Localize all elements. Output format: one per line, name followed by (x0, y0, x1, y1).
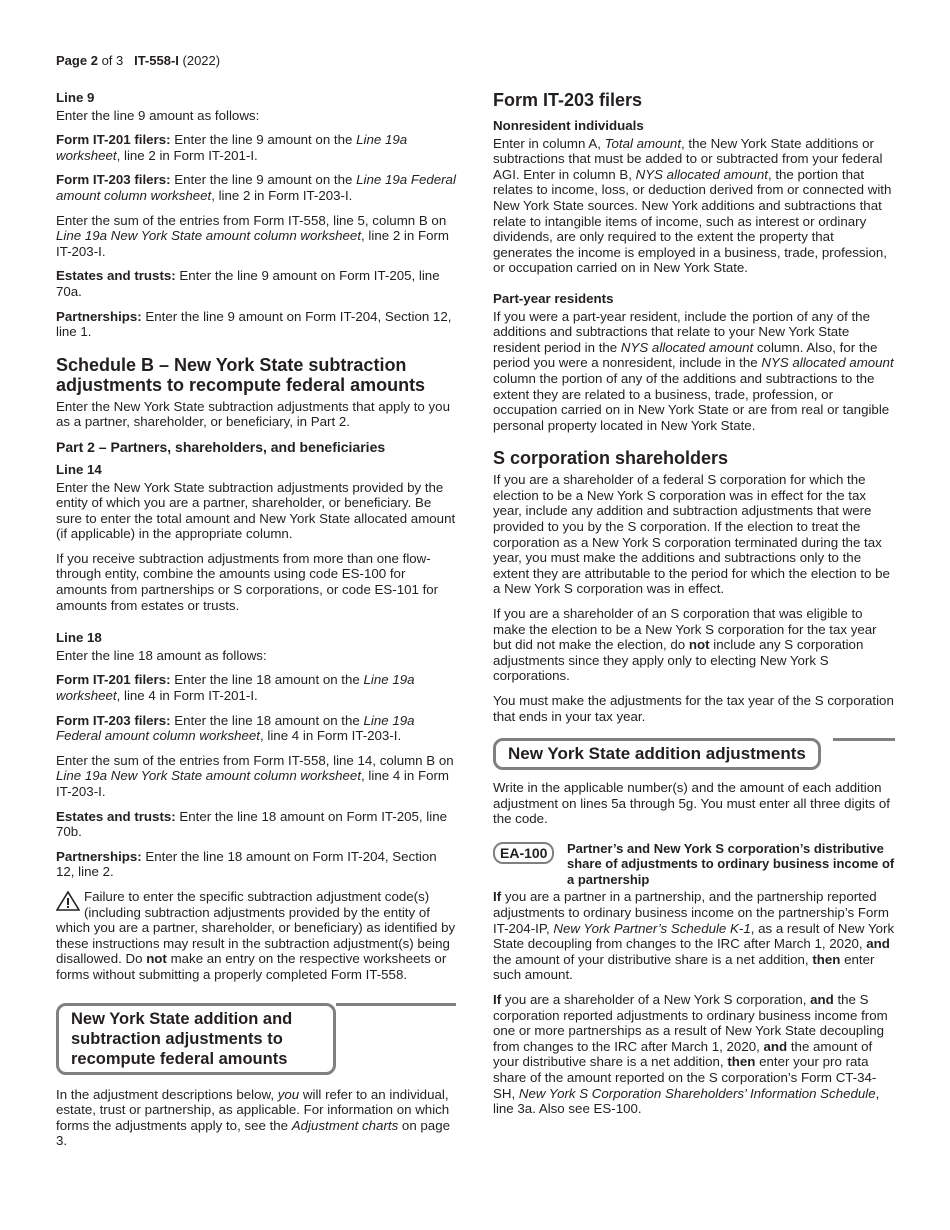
line18-estates: Estates and trusts: Enter the line 18 amount on Form IT-205, line 70b. (56, 808, 447, 840)
schedule-b-heading: Schedule B – New York State subtraction adjustments to recompute federal amounts (56, 354, 426, 395)
ea100-title: Partner’s and New York S corporation’s distributive share of adjustments to ordinary business income of a partnership (567, 840, 895, 887)
page-number: 2 (90, 53, 98, 68)
line9-it201: Form IT-201 filers: Enter the line 9 amount on the Line 19a worksheet, line 2 in Form IT-201-I. (56, 132, 408, 163)
s-corp-p1: If you are a shareholder of a federal S corporation for which the election to be a New York S corporation was in effect for the tax year, include any addition and subtraction adjustments that were provided to you by the S corporation. If the election to treat the corporation as a New York S corporation terminated during the tax year, you must make the additions and subtractions only to the extent they are attributable to the period for which the election to be a New York S corporation was in effect. (493, 472, 890, 597)
line18-title: Line 18 (56, 630, 102, 646)
warning-icon (56, 891, 80, 911)
line14-title: Line 14 (56, 461, 102, 477)
part-year-label: Part-year residents (493, 290, 614, 306)
addition-box-rule (833, 738, 895, 741)
line18-it201: Form IT-201 filers: Enter the line 18 amount on the Line 19a worksheet, line 4 in Form IT-201-I. (56, 672, 415, 704)
adjustment-descriptions: In the adjustment descriptions below, you will refer to an individual, estate, trust or partnership, as applicable. For information on which forms the adjustments apply to, see the Adjustment charts on page 3. (56, 1086, 450, 1149)
line18-sum: Enter the sum of the entries from Form IT-558, line 14, column B on Line 19a New York State amount column worksheet, line 4 in Form IT-203-I. (56, 752, 454, 799)
nonresident-label: Nonresident individuals (493, 118, 644, 133)
part-year-text: If you were a part-year resident, include the portion of any of the additions and subtractions that relate to your New York State resident period in the NYS allocated amount column. Also, for the period you were a nonresident, include in the NYS allocated amount column the portion of any of the additions and subtractions to the extent they are related to a business, trade, profession, or occupation carried on in New York State or are from real or tangible personal property located in New York State. (493, 308, 894, 433)
warning-note: Failure to enter the specific subtraction adjustment code(s) (including subtraction adjustments provided by the entity of which you are a partner, shareholder, or beneficiary) as identified by these instructions may result in the subtraction adjustment(s) being disallowed. Do not make an entry on the respective worksheets or forms without submitting a properly completed Form IT-558. (56, 888, 456, 982)
it203-heading: Form IT-203 filers (493, 90, 643, 110)
line14-p1: Enter the New York State subtraction adjustments provided by the entity of which you are a partner, shareholder, or beneficiary. Be sure to enter the total amount and New York State allocated amount (if applicable) in the appropriate column. (56, 479, 456, 542)
ea100-heading (493, 841, 895, 888)
form-id: IT-558-I (134, 53, 179, 68)
line9-it203: Form IT-203 filers: Enter the line 9 amount on the Line 19a Federal amount column worksheet, line 2 in Form IT-203-I. (56, 172, 456, 203)
right-column (493, 90, 895, 1126)
addition-adjustments-box: New York State addition adjustments (493, 738, 821, 770)
schedule-b-intro: Enter the New York State subtraction adjustments that apply to you as a partner, shareholder, or beneficiary, in Part 2. (56, 398, 450, 430)
line18-it203: Form IT-203 filers: Enter the line 18 amount on the Line 19a Federal amount column worksheet, line 4 in Form IT-203-I. (56, 712, 415, 744)
adjustments-section-box: New York State addition and subtraction adjustments to recompute federal amounts (56, 1003, 336, 1075)
part2-heading: Part 2 – Partners, shareholders, and beneficiaries (56, 438, 386, 455)
form-year: (2022) (182, 53, 221, 68)
line9-title: Line 9 (56, 90, 95, 105)
ea100-p1: If you are a partner in a partnership, and the partnership reported adjustments to ordinary business income on the partnership’s Form IT-204-IP, New York Partner’s Schedule K-1, as a result of New York State decoupling from changes to the IRC after March 1, 2020, and the amount of your distributive share is a net addition, then enter such amount. (493, 889, 895, 983)
line18-intro: Enter the line 18 amount as follows: (56, 647, 267, 663)
left-column (56, 90, 456, 1158)
box-rule (336, 1003, 456, 1006)
line9-intro: Enter the line 9 amount as follows: (56, 107, 260, 123)
page-header (56, 53, 220, 69)
s-corp-p3: You must make the adjustments for the tax year of the S corporation that ends in your tax year. (493, 693, 894, 724)
line9-partnerships: Partnerships: Enter the line 9 amount on Form IT-204, Section 12, line 1. (56, 308, 452, 340)
ea100-p2: If you are a shareholder of a New York S corporation, and the S corporation reported adjustments to ordinary business income from one or more partnerships as a result of New York State decoupling from changes to the IRC after March 1, 2020, and the amount of your distributive share is a net addition, then enter your pro rata share of the amount reported on the S corporation’s Form CT-34-SH, New York S Corporation Shareholders’ Information Schedule, line 3a. Also see ES-100. (493, 992, 888, 1117)
line14-p2: If you receive subtraction adjustments from more than one flow-through entity, combine the amounts using code ES-100 for amounts from partnerships or S corporations, or code ES-101 for amounts from estates or trusts. (56, 550, 439, 613)
s-corp-heading: S corporation shareholders (493, 448, 729, 469)
nonresident-text: Enter in column A, Total amount, the New York State additions or subtractions that must be added to or subtracted from your federal AGI. Enter in column B, NYS allocated amount, the portion that relates to income, loss, or deduction derived from or connected with New York State sources. New York additions and subtractions that relate to intangible items of income, such as interest or ordinary dividends, are only required to the extent the property that generates the income is employed in a business, trade, profession, or occupation carried on in New York State. (493, 135, 892, 276)
line9-estates: Estates and trusts: Enter the line 9 amount on Form IT-205, line 70a. (56, 268, 440, 299)
line18-partnerships: Partnerships: Enter the line 18 amount on Form IT-204, Section 12, line 2. (56, 848, 437, 880)
page-label: Page (56, 53, 88, 68)
s-corp-p2: If you are a shareholder of an S corporation that was eligible to make the election to be a New York S corporation for the tax year but did not make the election, do not include any S corporation adjustments since they apply only to electing New York S corporations. (493, 606, 877, 684)
adjustments-box-wrap (56, 1003, 456, 1075)
addition-intro: Write in the applicable number(s) and the amount of each addition adjustment on lines 5a through 5g. You must enter all three digits of the code. (493, 780, 890, 827)
line9-sum: Enter the sum of the entries from Form IT-558, line 5, column B on Line 19a New York State amount column worksheet, line 2 in Form IT-203-I. (56, 212, 449, 259)
ea100-code-badge: EA-100 (493, 842, 554, 864)
page-of: of 3 (101, 53, 124, 68)
addition-box-wrap (493, 738, 895, 770)
